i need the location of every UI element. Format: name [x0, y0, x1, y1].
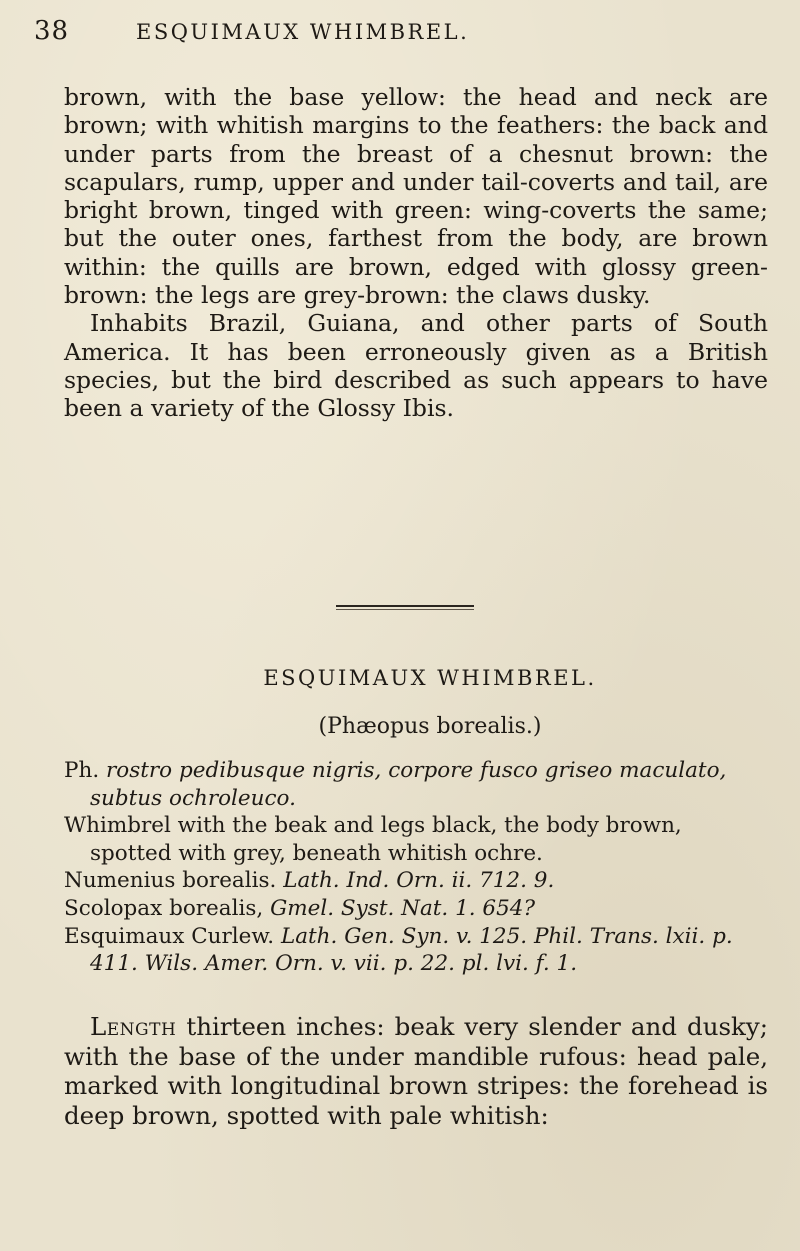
intro-paragraph-1: brown, with the base yellow: the head and neck are brown; with whitish margins to the feathers: the back and under parts from the breast of a chesnut brown: the scapulars, rump, upper and under tail-coverts and tail, are bright brown, tinged with green: wing-coverts the same; but the outer ones, farthest from the body, are brown within: the quills are brown, edged with glossy green-brown: the legs are grey-brown: the claws dusky. — [64, 83, 768, 310]
synonym-entry — [64, 923, 770, 978]
section-title: ESQUIMAUX WHIMBREL. — [263, 666, 597, 690]
synonym-reference: Gmel. Syst. Nat. 1. 654? — [270, 895, 535, 921]
synonym-entry — [64, 867, 770, 895]
synonym-name: Esquimaux Curlew. — [64, 923, 275, 949]
synonym-name: Scolopax borealis, — [64, 895, 264, 921]
description-text — [64, 1012, 768, 1130]
section-divider-thin — [336, 609, 474, 610]
latin-name: (Phæopus borealis.) — [318, 714, 542, 739]
section-divider — [336, 605, 474, 607]
synonym-entry — [64, 812, 770, 867]
synonym-description: Whimbrel with the beak and legs black, the body brown, spotted with grey, beneath whitish ochre. — [64, 813, 682, 866]
page-header — [34, 16, 774, 46]
synonym-name: Numenius borealis. — [64, 868, 277, 894]
page-number: 38 — [34, 16, 70, 46]
intro-text — [64, 83, 768, 423]
description-paragraph — [64, 1012, 768, 1130]
synonym-reference: Lath. Ind. Orn. ii. 712. 9. — [283, 868, 555, 894]
running-head: ESQUIMAUX WHIMBREL. — [136, 20, 470, 44]
diagnosis-label: Ph. — [64, 758, 100, 783]
intro-paragraph-2: Inhabits Brazil, Guiana, and other parts of South America. It has been erroneously given as a British species, but the bird described as such appears to have been a variety of the Glossy Ibis. — [64, 309, 768, 423]
synonym-entry — [64, 895, 770, 923]
synonym-reference: Lath. Gen. Syn. v. 125. Phil. Trans. lxii. p. 411. Wils. Amer. Orn. v. vii. p. 22. pl. lvi. f. 1. — [90, 923, 733, 977]
diagnosis-text: rostro pedibusque nigris, corpore fusco griseo maculato, subtus ochroleuco. — [90, 758, 727, 811]
diagnosis — [64, 757, 770, 812]
description-body: thirteen inches: beak very slender and dusky; with the base of the under mandible rufous: head pale, marked with longitudinal brown stripes: the forehead is deep brown, spotted with pale whitish: — [64, 1012, 768, 1130]
description-lead: Length — [90, 1012, 177, 1041]
synonymy-block — [64, 757, 770, 978]
